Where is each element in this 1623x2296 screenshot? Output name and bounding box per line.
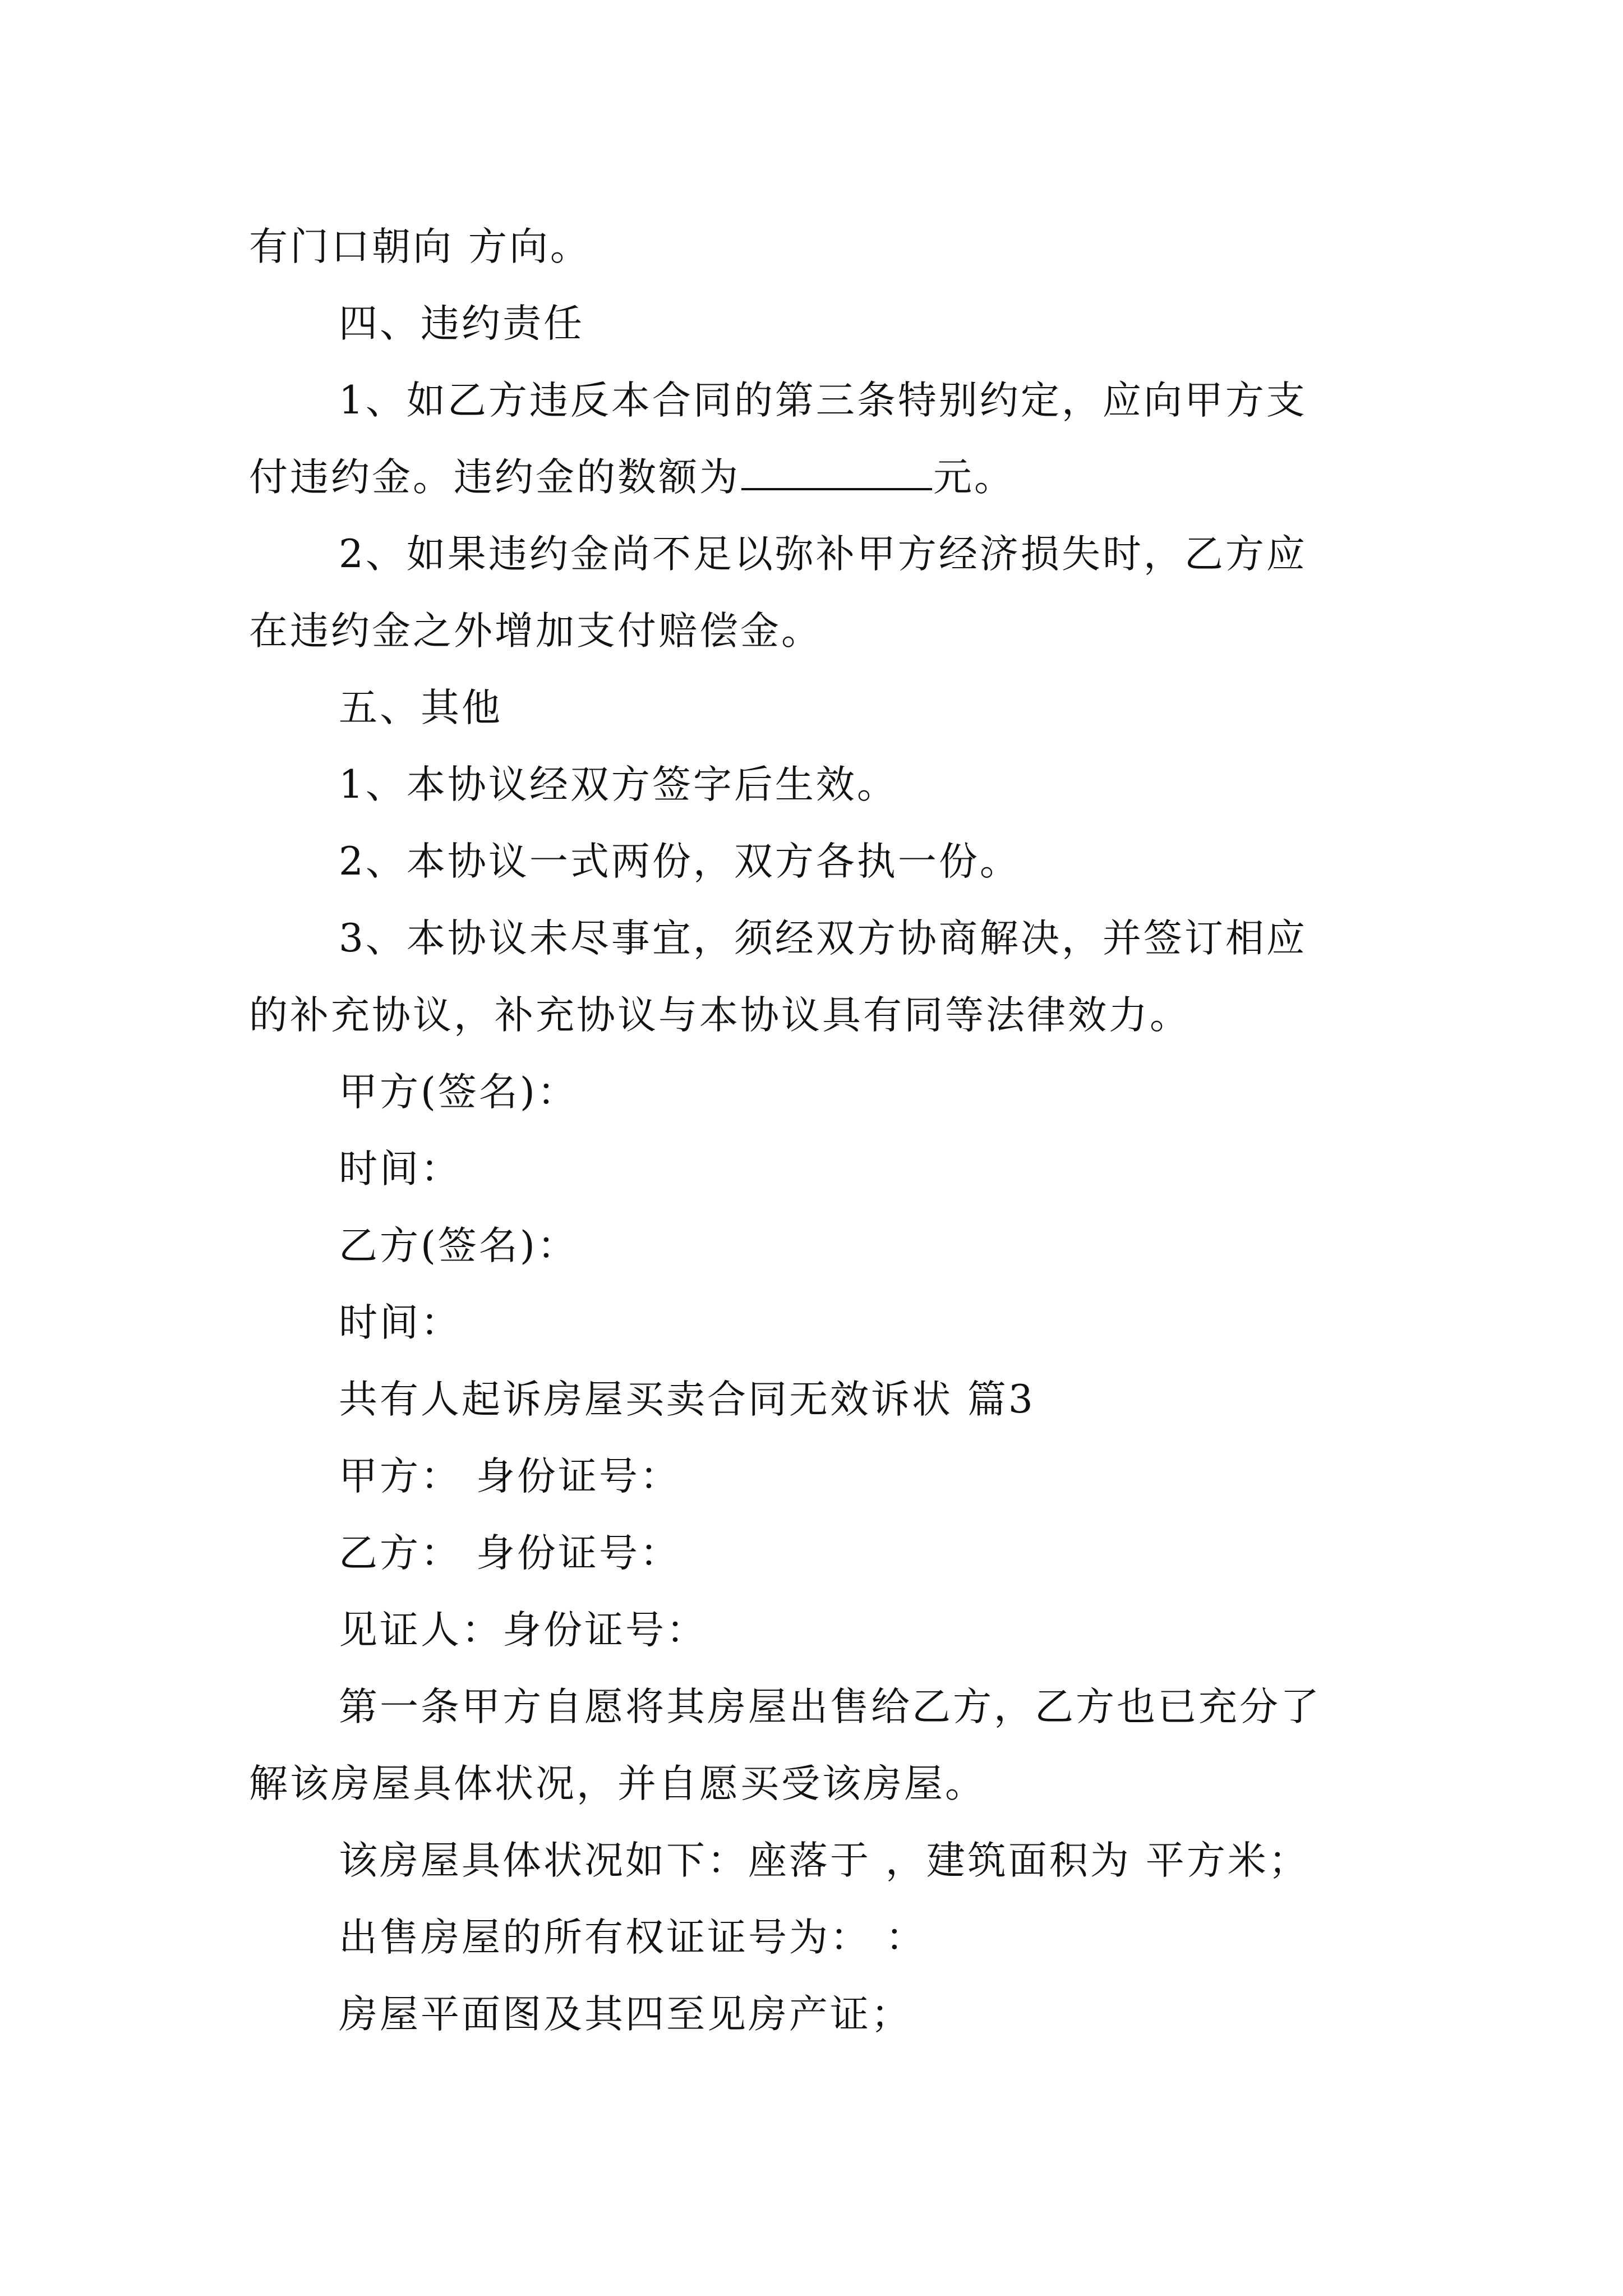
text-line: 1、本协议经双方签字后生效。 (339, 762, 898, 807)
text-segment: 付违约金。违约金的数额为 (249, 455, 740, 500)
text-line: 第一条甲方自愿将其房屋出售给乙方，乙方也已充分了 (339, 1685, 1321, 1729)
text-line: 有门口朝向 方向。 (249, 224, 591, 269)
section-heading-other: 五、其他 (339, 685, 502, 730)
party-a-id-line: 甲方： 身份证号： (339, 1454, 681, 1499)
party-b-id-line: 乙方： 身份证号： (339, 1531, 681, 1576)
signature-party-a: 甲方(签名)： (339, 1070, 578, 1115)
section-heading-breach: 四、违约责任 (339, 301, 584, 346)
text-segment: 元。 (933, 455, 1015, 500)
signature-date-b: 时间： (339, 1300, 462, 1345)
text-line: 1、如乙方违反本合同的第三条特别约定，应向甲方支 (339, 378, 1307, 423)
text-line: 房屋平面图及其四至见房产证； (339, 1992, 912, 2037)
text-line-with-blank (249, 439, 1387, 516)
text-line: 解该房屋具体状况，并自愿买受该房屋。 (249, 1761, 986, 1806)
witness-id-line: 见证人：身份证号： (339, 1608, 707, 1653)
text-line: 在违约金之外增加支付赔偿金。 (249, 609, 822, 654)
text-line: 3、本协议未尽事宜，须经双方协商解决，并签订相应 (339, 916, 1307, 961)
document-body (249, 209, 1387, 2053)
text-line: 2、如果违约金尚不足以弥补甲方经济损失时，乙方应 (339, 532, 1307, 577)
document-title: 共有人起诉房屋买卖合同无效诉状 篇3 (339, 1377, 1035, 1422)
text-line: 该房屋具体状况如下：座落于 ，建筑面积为 平方米； (339, 1838, 1310, 1883)
text-line: 出售房屋的所有权证证号为： ： (339, 1915, 926, 1960)
text-line: 2、本协议一式两份，双方各执一份。 (339, 839, 1021, 884)
fill-in-blank (741, 452, 932, 490)
signature-party-b: 乙方(签名)： (339, 1223, 578, 1268)
text-line: 的补充协议，补充协议与本协议具有同等法律效力。 (249, 993, 1191, 1038)
signature-date-a: 时间： (339, 1147, 462, 1191)
